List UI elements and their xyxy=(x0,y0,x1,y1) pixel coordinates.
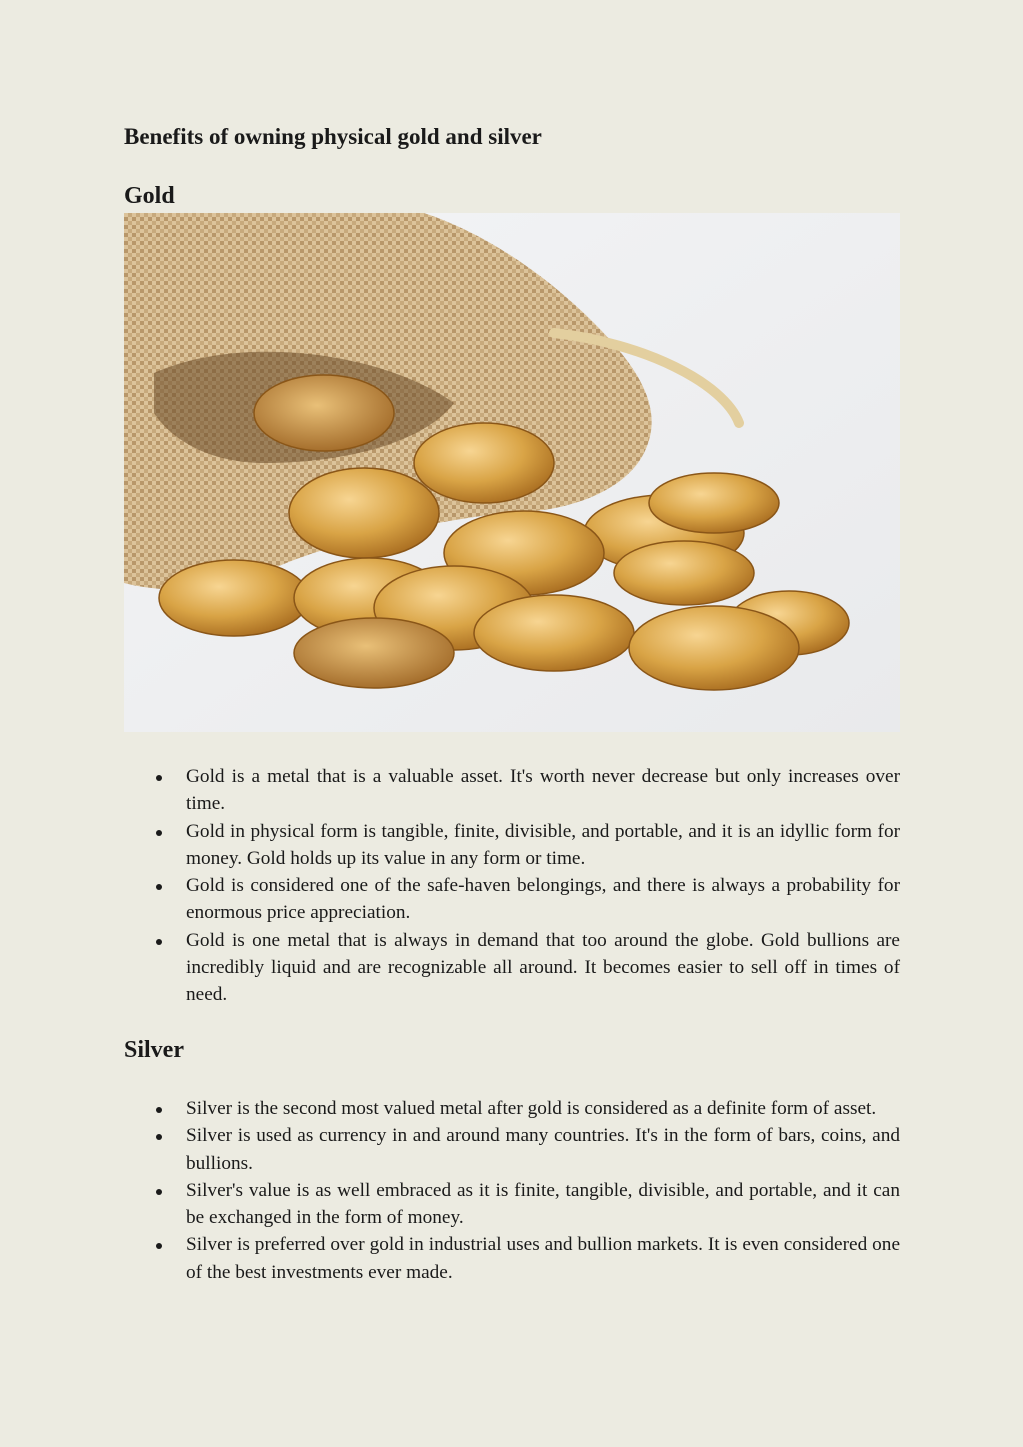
gold-heading: Gold xyxy=(124,183,175,209)
list-item: Silver is the second most valued metal after gold is considered as a definite form of asset. xyxy=(124,1095,900,1122)
list-item: Gold is one metal that is always in demand that too around the globe. Gold bullions are incredibly liquid and are recognizable all around. It becomes easier to sell off in times of need. xyxy=(124,927,900,1009)
gold-benefits-list xyxy=(124,763,900,1009)
list-item: Silver is used as currency in and around many countries. It's in the form of bars, coins, and bullions. xyxy=(124,1122,900,1177)
bullet-icon xyxy=(156,775,162,781)
gold-coins-photo xyxy=(124,213,900,732)
bullet-icon xyxy=(156,884,162,890)
document-title: Benefits of owning physical gold and silver xyxy=(124,124,542,149)
list-item: Gold in physical form is tangible, finite, divisible, and portable, and it is an idyllic form for money. Gold holds up its value in any form or time. xyxy=(124,818,900,873)
list-item: Silver is preferred over gold in industrial uses and bullion markets. It is even considered one of the best investments ever made. xyxy=(124,1231,900,1286)
bullet-icon xyxy=(156,939,162,945)
list-item: Silver's value is as well embraced as it is finite, tangible, divisible, and portable, and it can be exchanged in the form of money. xyxy=(124,1177,900,1232)
bullet-icon xyxy=(156,830,162,836)
silver-heading: Silver xyxy=(124,1037,184,1063)
silver-benefits-list xyxy=(124,1095,900,1286)
list-item: Gold is considered one of the safe-haven belongings, and there is always a probability for enormous price appreciation. xyxy=(124,872,900,927)
list-item: Gold is a metal that is a valuable asset. It's worth never decrease but only increases over time. xyxy=(124,763,900,818)
bullet-icon xyxy=(156,1107,162,1113)
bullet-icon xyxy=(156,1134,162,1140)
bullet-icon xyxy=(156,1189,162,1195)
bullet-icon xyxy=(156,1243,162,1249)
